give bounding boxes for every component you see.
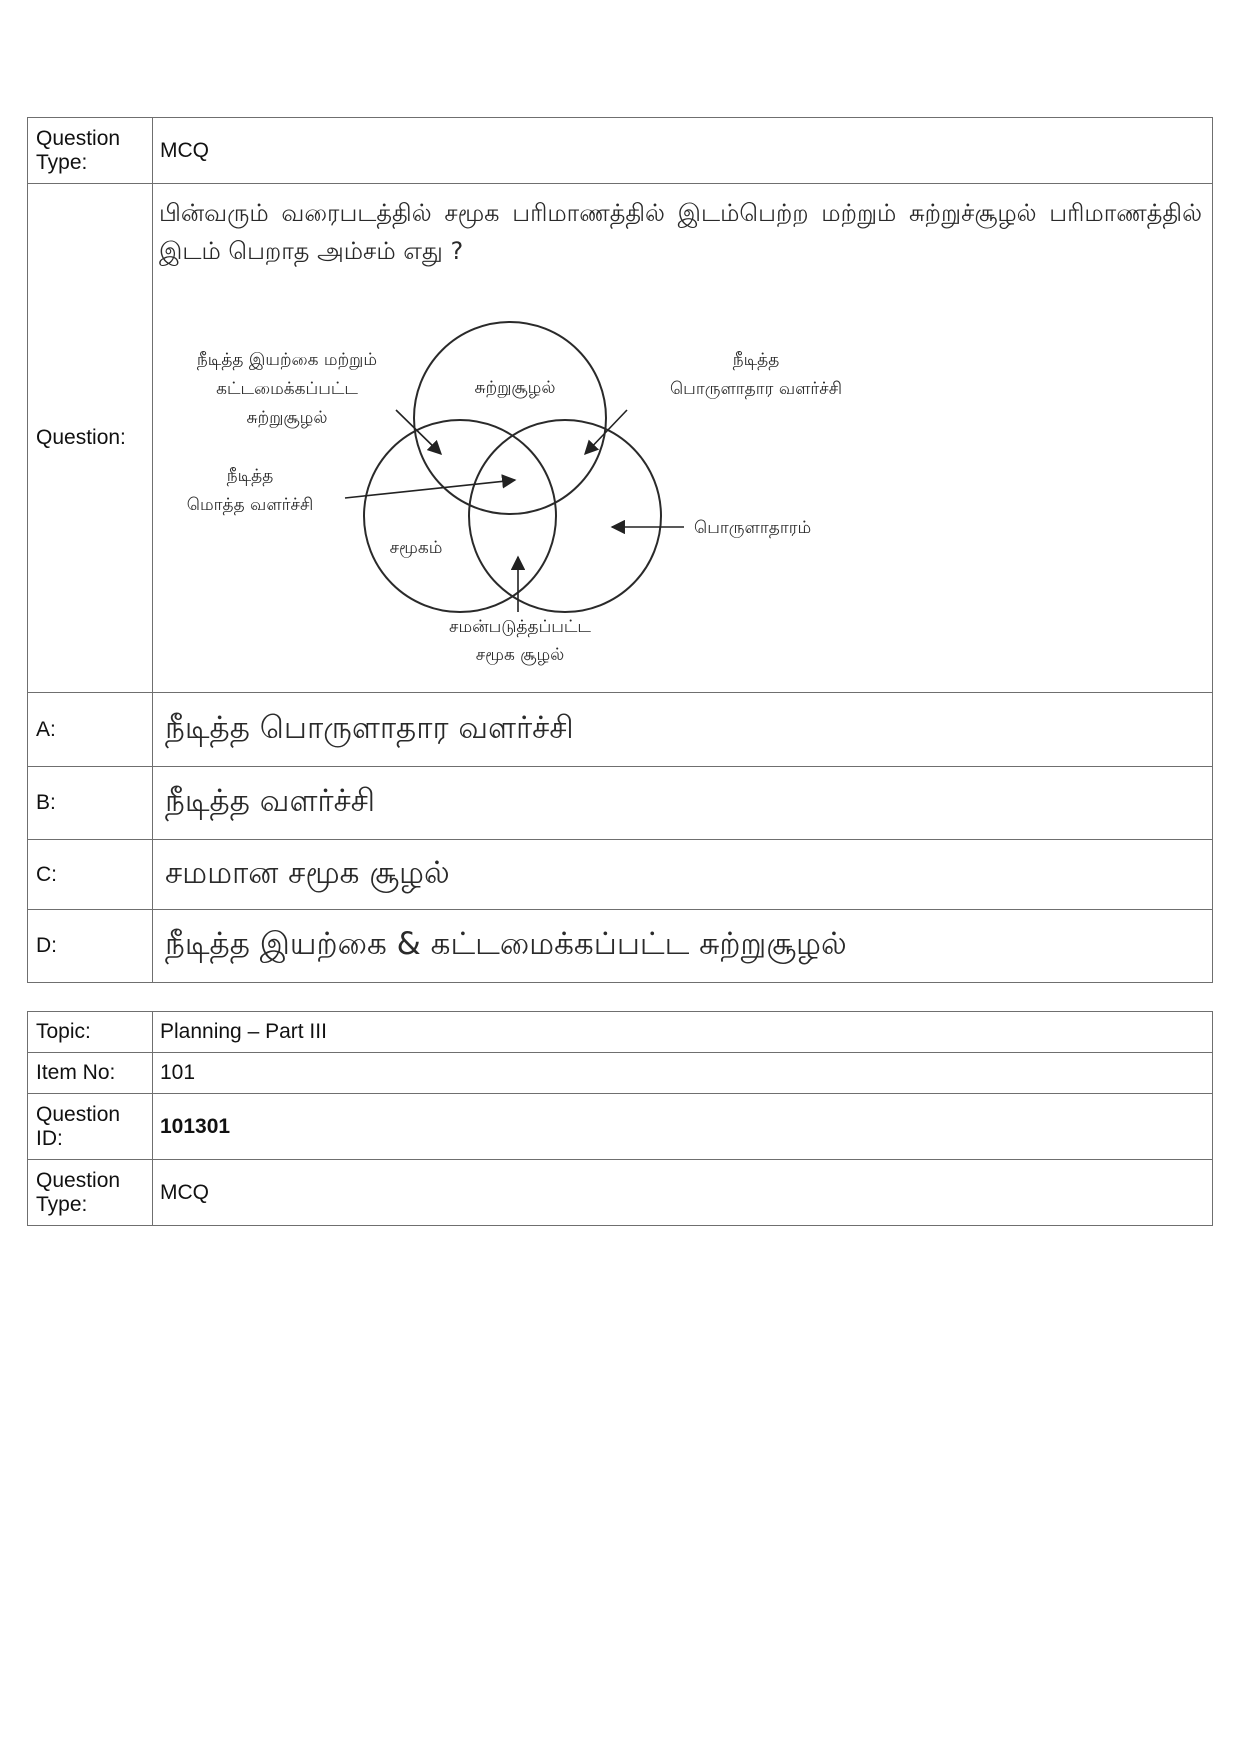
label-mid-left-1: நீடித்த <box>226 466 274 486</box>
question-type-label: Question Type: <box>28 118 153 184</box>
question-table <box>27 117 1213 983</box>
meta-question-type-row <box>28 1160 1213 1226</box>
meta-question-type-value: MCQ <box>153 1160 1213 1226</box>
question-label: Question: <box>28 184 153 693</box>
option-c-label: C: <box>28 840 153 910</box>
item-no-row <box>28 1053 1213 1094</box>
question-row <box>28 184 1213 693</box>
society-circle <box>364 420 556 612</box>
option-c-row[interactable] <box>28 840 1213 910</box>
meta-table <box>27 1011 1213 1226</box>
label-bottom-2: சமூக சூழல் <box>475 645 565 665</box>
label-bottom-1: சமன்படுத்தப்பட்ட <box>449 617 591 637</box>
meta-question-type-label: Question Type: <box>28 1160 153 1226</box>
venn-diagram <box>153 276 1213 665</box>
topic-label: Topic: <box>28 1012 153 1053</box>
environment-label: சுற்றுசூழல் <box>474 378 556 398</box>
question-id-label: Question ID: <box>28 1094 153 1160</box>
topic-value: Planning – Part III <box>153 1012 1213 1053</box>
option-d-label: D: <box>28 910 153 983</box>
question-text: பின்வரும் வரைபடத்தில் சமூக பரிமாணத்தில் இடம்பெற்ற மற்றும் சுற்றுச்சூழல் பரிமாணத்தில் இடம் பெறாத அம்சம் எது ? <box>159 199 1202 265</box>
question-id-value: 101301 <box>153 1094 1213 1160</box>
label-mid-left-2: மொத்த வளர்ச்சி <box>186 495 314 515</box>
question-cell <box>153 184 1213 693</box>
environment-circle <box>414 322 606 514</box>
economy-label: பொருளாதாரம் <box>694 518 812 538</box>
option-c-text[interactable]: சமமான சமூக சூழல் <box>153 840 1213 910</box>
option-a-text[interactable]: நீடித்த பொருளாதார வளர்ச்சி <box>153 693 1213 767</box>
question-type-row <box>28 118 1213 184</box>
economy-circle <box>469 420 661 612</box>
label-top-right-1: நீடித்த <box>732 350 780 370</box>
option-b-row[interactable] <box>28 767 1213 840</box>
item-no-label: Item No: <box>28 1053 153 1094</box>
option-b-label: B: <box>28 767 153 840</box>
label-top-right-2: பொருளாதார வளர்ச்சி <box>669 379 843 399</box>
option-d-text[interactable]: நீடித்த இயற்கை & கட்டமைக்கப்பட்ட சுற்றுசூழல் <box>153 910 1213 983</box>
label-top-left-2: கட்டமைக்கப்பட்ட <box>216 379 358 399</box>
label-top-left-1: நீடித்த இயற்கை மற்றும் <box>196 350 378 370</box>
society-label: சமூகம் <box>389 538 443 558</box>
option-d-row[interactable] <box>28 910 1213 983</box>
option-a-row[interactable] <box>28 693 1213 767</box>
question-id-row <box>28 1094 1213 1160</box>
label-top-left-3: சுற்றுசூழல் <box>246 408 328 428</box>
topic-row <box>28 1012 1213 1053</box>
item-no-value: 101 <box>153 1053 1213 1094</box>
option-b-text[interactable]: நீடித்த வளர்ச்சி <box>153 767 1213 840</box>
option-a-label: A: <box>28 693 153 767</box>
question-type-value: MCQ <box>153 118 1213 184</box>
